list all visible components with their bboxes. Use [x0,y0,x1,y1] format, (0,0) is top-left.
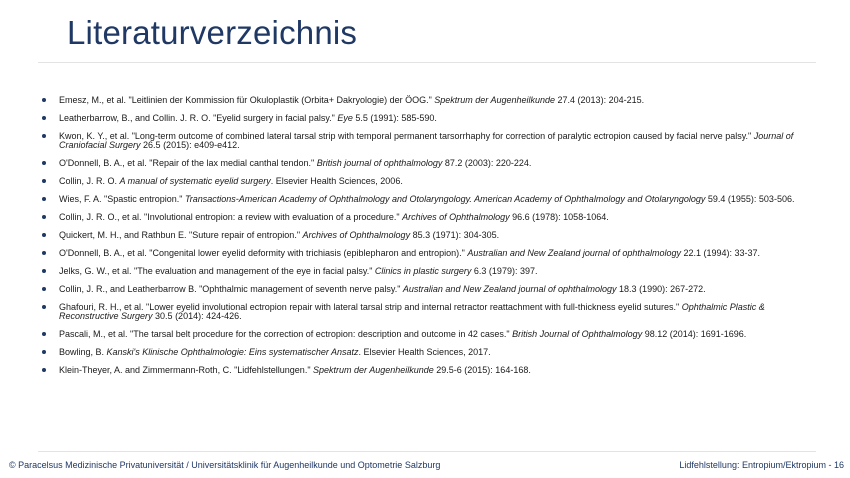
bullet-icon [42,161,46,165]
bullet-icon [42,134,46,138]
bullet-icon [42,179,46,183]
bullet-icon [42,350,46,354]
reference-item [42,330,817,339]
reference-text: Kwon, K. Y., et al. "Long-term outcome of combined lateral tarsal strip with temporal permanent tarsorrhaphy for correction of paralytic ectropion caused by facial nerve palsy." [59,131,754,141]
reference-details: 26.5 (2015): e409-e412. [140,140,240,150]
reference-text: O'Donnell, B. A., et al. "Repair of the lax medial canthal tendon." [59,158,317,168]
bullet-icon [42,332,46,336]
reference-item [42,303,817,321]
reference-details: 98.12 (2014): 1691-1696. [642,329,747,339]
reference-item [42,285,817,294]
reference-source: Archives of Ophthalmology [402,212,510,222]
reference-text: Jelks, G. W., et al. "The evaluation and management of the eye in facial palsy." [59,266,375,276]
reference-source: Australian and New Zealand journal of ophthalmology [467,248,681,258]
reference-details: . Elsevier Health Sciences, 2017. [358,347,491,357]
reference-item [42,348,817,357]
reference-source: British journal of ophthalmology [316,158,443,168]
reference-text: Leatherbarrow, B., and Collin. J. R. O. "Eyelid surgery in facial palsy." [59,113,338,123]
reference-item [42,114,817,123]
reference-source: Eye [337,113,353,123]
reference-text: Collin, J. R., and Leatherbarrow B. "Ophthalmic management of seventh nerve palsy." [59,284,403,294]
bullet-icon [42,368,46,372]
reference-item [42,267,817,276]
footer-divider [38,451,816,452]
reference-source: Archives of Ophthalmology [302,230,411,240]
reference-item [42,231,817,240]
reference-details: 87.2 (2003): 220-224. [442,158,532,168]
reference-source: Transactions-American Academy of Ophthalmology and Otolaryngology. American Academy of Ophthalmology and Otolaryngology [184,194,706,204]
bullet-icon [42,197,46,201]
reference-item [42,195,817,204]
reference-details: 27.4 (2013): 204-215. [555,95,645,105]
bullet-icon [42,233,46,237]
title-divider [38,62,816,63]
reference-source: A manual of systematic eyelid surgery [119,176,271,186]
reference-item [42,249,817,258]
reference-details: 30.5 (2014): 424-426. [152,311,242,321]
reference-source: Spektrum der Augenheilkunde [313,365,434,375]
bullet-icon [42,269,46,273]
reference-list [42,96,817,384]
reference-details: 29.5-6 (2015): 164-168. [433,365,531,375]
reference-details: . Elsevier Health Sciences, 2006. [270,176,403,186]
reference-item [42,366,817,375]
reference-text: Quickert, M. H., and Rathbun E. "Suture repair of entropion." [59,230,303,240]
reference-text: Emesz, M., et al. "Leitlinien der Kommission für Okuloplastik (Orbita+ Dakryologie) der ÖOG." [59,95,435,105]
reference-text: Pascali, M., et al. "The tarsal belt procedure for the correction of ectropion: description and outcome in 42 cases." [59,329,513,339]
bullet-icon [42,287,46,291]
bullet-icon [42,215,46,219]
reference-source: Clinics in plastic surgery [374,266,472,276]
reference-source: British Journal of Ophthalmology [512,329,643,339]
bullet-icon [42,251,46,255]
reference-text: Ghafouri, R. H., et al. "Lower eyelid involutional ectropion repair with lateral tarsal strip and internal retractor reattachment with full-thickness eyelid sutures." [59,302,682,312]
bullet-icon [42,98,46,102]
reference-details: 96.6 (1978): 1058-1064. [509,212,609,222]
reference-text: Klein-Theyer, A. and Zimmermann-Roth, C. "Lidfehlstellungen." [59,365,314,375]
footer-page-label: Lidfehlstellung: Entropium/Ektropium - 16 [679,460,844,470]
reference-item [42,159,817,168]
reference-details: 59.4 (1955): 503-506. [705,194,795,204]
reference-source: Spektrum der Augenheilkunde [434,95,556,105]
reference-text: O'Donnell, B. A., et al. "Congenital lower eyelid deformity with trichiasis (epiblepharon and entropion)." [59,248,468,258]
bullet-icon [42,305,46,309]
bullet-icon [42,116,46,120]
reference-text: Collin, J. R. O., et al. "Involutional entropion: a review with evaluation of a procedure." [59,212,403,222]
footer-copyright: © Paracelsus Medizinische Privatuniversität / Universitätsklinik für Augenheilkunde und Optometrie Salzburg [9,460,441,470]
reference-source: Journal of Craniofacial Surgery [59,131,794,150]
reference-details: 85.3 (1971): 304-305. [410,230,500,240]
reference-text: Wies, F. A. "Spastic entropion." [59,194,185,204]
reference-source: Kanski's Klinische Ophthalmologie: Eins systematischer Ansatz [106,347,359,357]
reference-details: 5.5 (1991): 585-590. [352,113,437,123]
reference-text: Bowling, B. [59,347,107,357]
reference-text: Collin, J. R. O. [59,176,120,186]
reference-item [42,96,817,105]
reference-source: Ophthalmic Plastic & Reconstructive Surgery [59,302,765,321]
reference-details: 22.1 (1994): 33-37. [680,248,761,258]
reference-details: 18.3 (1990): 267-272. [616,284,706,294]
slide-title: Literaturverzeichnis [67,14,358,51]
reference-item [42,177,817,186]
reference-details: 6.3 (1979): 397. [471,266,538,276]
reference-item [42,213,817,222]
reference-source: Australian and New Zealand journal of ophthalmology [402,284,617,294]
reference-item [42,132,817,150]
